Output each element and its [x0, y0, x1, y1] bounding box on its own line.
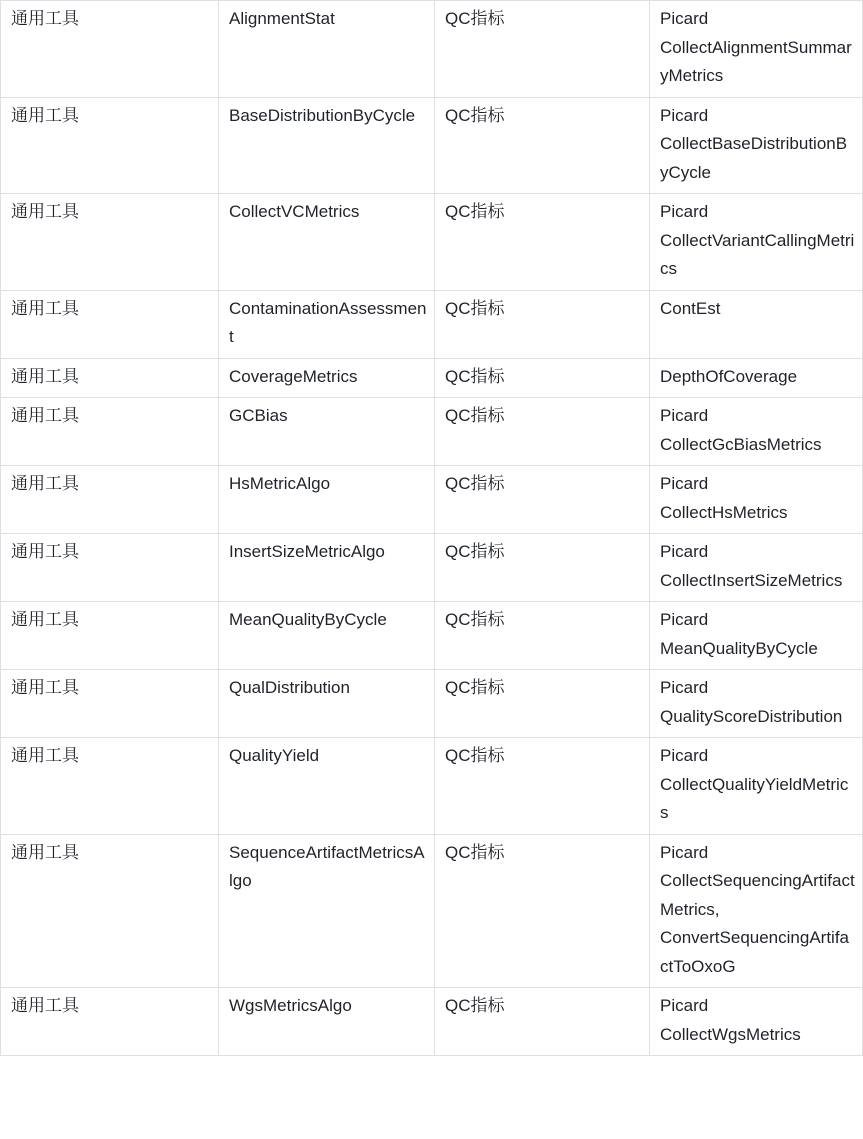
tool-text: CollectVariantCallingMetrics — [660, 230, 855, 278]
category-text: 通用工具 — [11, 842, 79, 862]
table-row — [1, 1, 863, 98]
metric-type-cell — [435, 1, 650, 98]
tool-text: Picard — [660, 610, 709, 629]
metric-type-cell — [435, 194, 650, 291]
algorithm-name-cell — [219, 670, 435, 738]
metric-type-text: QC指标 — [445, 366, 505, 386]
algorithm-name-cell — [219, 466, 435, 534]
category-text: 通用工具 — [11, 678, 79, 697]
category-cell — [1, 738, 219, 835]
tool-cell — [650, 670, 863, 738]
algorithm-name-cell — [219, 602, 435, 670]
algorithm-name-cell — [219, 97, 435, 194]
category-cell — [1, 602, 219, 670]
table-row — [1, 534, 863, 602]
metric-type-text: QC指标 — [445, 474, 505, 493]
algorithm-name-cell — [219, 398, 435, 466]
table-row — [1, 466, 863, 534]
tool-cell — [650, 398, 863, 466]
algorithm-name-text: QualDistribution — [229, 678, 350, 697]
algorithm-name-text: BaseDistributionByCycle — [229, 105, 416, 125]
table-row — [1, 398, 863, 466]
tool-cell — [650, 466, 863, 534]
algorithm-name-cell — [219, 834, 435, 988]
metric-type-text: QC指标 — [445, 678, 505, 697]
metric-type-cell — [435, 738, 650, 835]
tool-text: Picard — [660, 406, 709, 425]
category-cell — [1, 834, 219, 988]
metric-type-cell — [435, 358, 650, 398]
category-text: 通用工具 — [11, 9, 79, 28]
metric-type-cell — [435, 602, 650, 670]
table-row — [1, 834, 863, 988]
tool-cell — [650, 738, 863, 835]
category-cell — [1, 670, 219, 738]
metric-type-text: QC指标 — [445, 202, 505, 221]
tool-cell — [650, 290, 863, 358]
tool-text: ConvertSequencingArtifactToOxoG — [660, 928, 850, 976]
metric-type-cell — [435, 988, 650, 1056]
tool-text: Picard — [660, 9, 709, 28]
category-cell — [1, 1, 219, 98]
category-text: 通用工具 — [11, 474, 79, 493]
category-text: 通用工具 — [11, 105, 79, 125]
algorithm-name-text: HsMetricAlgo — [229, 474, 331, 493]
category-cell — [1, 988, 219, 1056]
tool-cell — [650, 834, 863, 988]
category-text: 通用工具 — [11, 542, 79, 561]
category-text: 通用工具 — [11, 298, 79, 318]
tool-text: CollectBaseDistributionByCycle — [660, 134, 848, 182]
table-row — [1, 988, 863, 1056]
tool-text: CollectWgsMetrics — [660, 1024, 801, 1044]
table-row — [1, 194, 863, 291]
table-row — [1, 358, 863, 398]
metric-type-text: QC指标 — [445, 842, 505, 862]
algorithm-name-text: MeanQualityByCycle — [229, 610, 387, 629]
metric-type-text: QC指标 — [445, 610, 505, 629]
algorithm-name-text: QualityYield — [229, 746, 320, 765]
category-text: 通用工具 — [11, 746, 79, 765]
tool-text: CollectHsMetrics — [660, 502, 788, 522]
tool-text: CollectQualityYieldMetrics — [660, 774, 849, 822]
algorithm-name-cell — [219, 988, 435, 1056]
metric-type-cell — [435, 534, 650, 602]
algorithm-name-text: CoverageMetrics — [229, 366, 358, 386]
tool-cell — [650, 1, 863, 98]
category-cell — [1, 534, 219, 602]
category-text: 通用工具 — [11, 366, 79, 386]
category-text: 通用工具 — [11, 202, 79, 221]
algorithm-name-cell — [219, 194, 435, 291]
tool-cell — [650, 988, 863, 1056]
tool-cell — [650, 358, 863, 398]
metric-type-text: QC指标 — [445, 9, 505, 28]
algorithm-name-cell — [219, 738, 435, 835]
tool-text: Picard — [660, 842, 709, 862]
category-cell — [1, 466, 219, 534]
category-text: 通用工具 — [11, 406, 79, 425]
tool-text: DepthOfCoverage — [660, 366, 798, 386]
algorithm-name-text: CollectVCMetrics — [229, 202, 360, 221]
tool-text: QualityScoreDistribution — [660, 706, 843, 726]
metric-type-text: QC指标 — [445, 406, 505, 425]
category-cell — [1, 194, 219, 291]
tool-text: CollectSequencingArtifactMetrics, — [660, 871, 855, 919]
metric-type-cell — [435, 97, 650, 194]
algorithm-name-cell — [219, 290, 435, 358]
tool-cell — [650, 194, 863, 291]
algorithm-name-text: InsertSizeMetricAlgo — [229, 542, 385, 561]
tool-text: CollectInsertSizeMetrics — [660, 570, 843, 590]
tool-cell — [650, 602, 863, 670]
metric-type-cell — [435, 290, 650, 358]
tool-text: Picard — [660, 202, 709, 221]
metric-type-text: QC指标 — [445, 542, 505, 561]
category-cell — [1, 358, 219, 398]
tool-text: Picard — [660, 678, 709, 697]
algorithm-name-text: SequenceArtifactMetricsAlgo — [229, 842, 425, 890]
metric-type-text: QC指标 — [445, 298, 505, 318]
algorithm-name-cell — [219, 1, 435, 98]
algorithm-name-text: AlignmentStat — [229, 9, 335, 28]
tool-text: Picard — [660, 542, 709, 561]
tool-text: CollectGcBiasMetrics — [660, 434, 822, 454]
metric-type-cell — [435, 670, 650, 738]
category-cell — [1, 290, 219, 358]
table-body — [1, 1, 863, 1056]
algorithm-name-cell — [219, 534, 435, 602]
tool-text: MeanQualityByCycle — [660, 638, 818, 658]
tool-cell — [650, 534, 863, 602]
category-text: 通用工具 — [11, 610, 79, 629]
table-row — [1, 670, 863, 738]
metric-type-cell — [435, 466, 650, 534]
metric-type-text: QC指标 — [445, 105, 505, 125]
category-cell — [1, 97, 219, 194]
metric-type-cell — [435, 398, 650, 466]
table-row — [1, 738, 863, 835]
tool-text: CollectAlignmentSummaryMetrics — [660, 37, 852, 85]
tool-text: Picard — [660, 474, 709, 493]
table-row — [1, 290, 863, 358]
category-text: 通用工具 — [11, 996, 79, 1015]
metric-type-cell — [435, 834, 650, 988]
metric-type-text: QC指标 — [445, 996, 505, 1015]
category-cell — [1, 398, 219, 466]
tool-text: ContEst — [660, 298, 721, 318]
algorithm-name-cell — [219, 358, 435, 398]
algorithm-name-text: WgsMetricsAlgo — [229, 996, 352, 1015]
tool-text: Picard — [660, 996, 709, 1015]
algorithm-name-text: GCBias — [229, 406, 288, 425]
tool-cell — [650, 97, 863, 194]
metric-type-text: QC指标 — [445, 746, 505, 765]
tool-text: Picard — [660, 746, 709, 765]
algorithm-name-text: ContaminationAssessment — [229, 298, 427, 346]
table-row — [1, 602, 863, 670]
table-row — [1, 97, 863, 194]
tool-text: Picard — [660, 105, 709, 125]
